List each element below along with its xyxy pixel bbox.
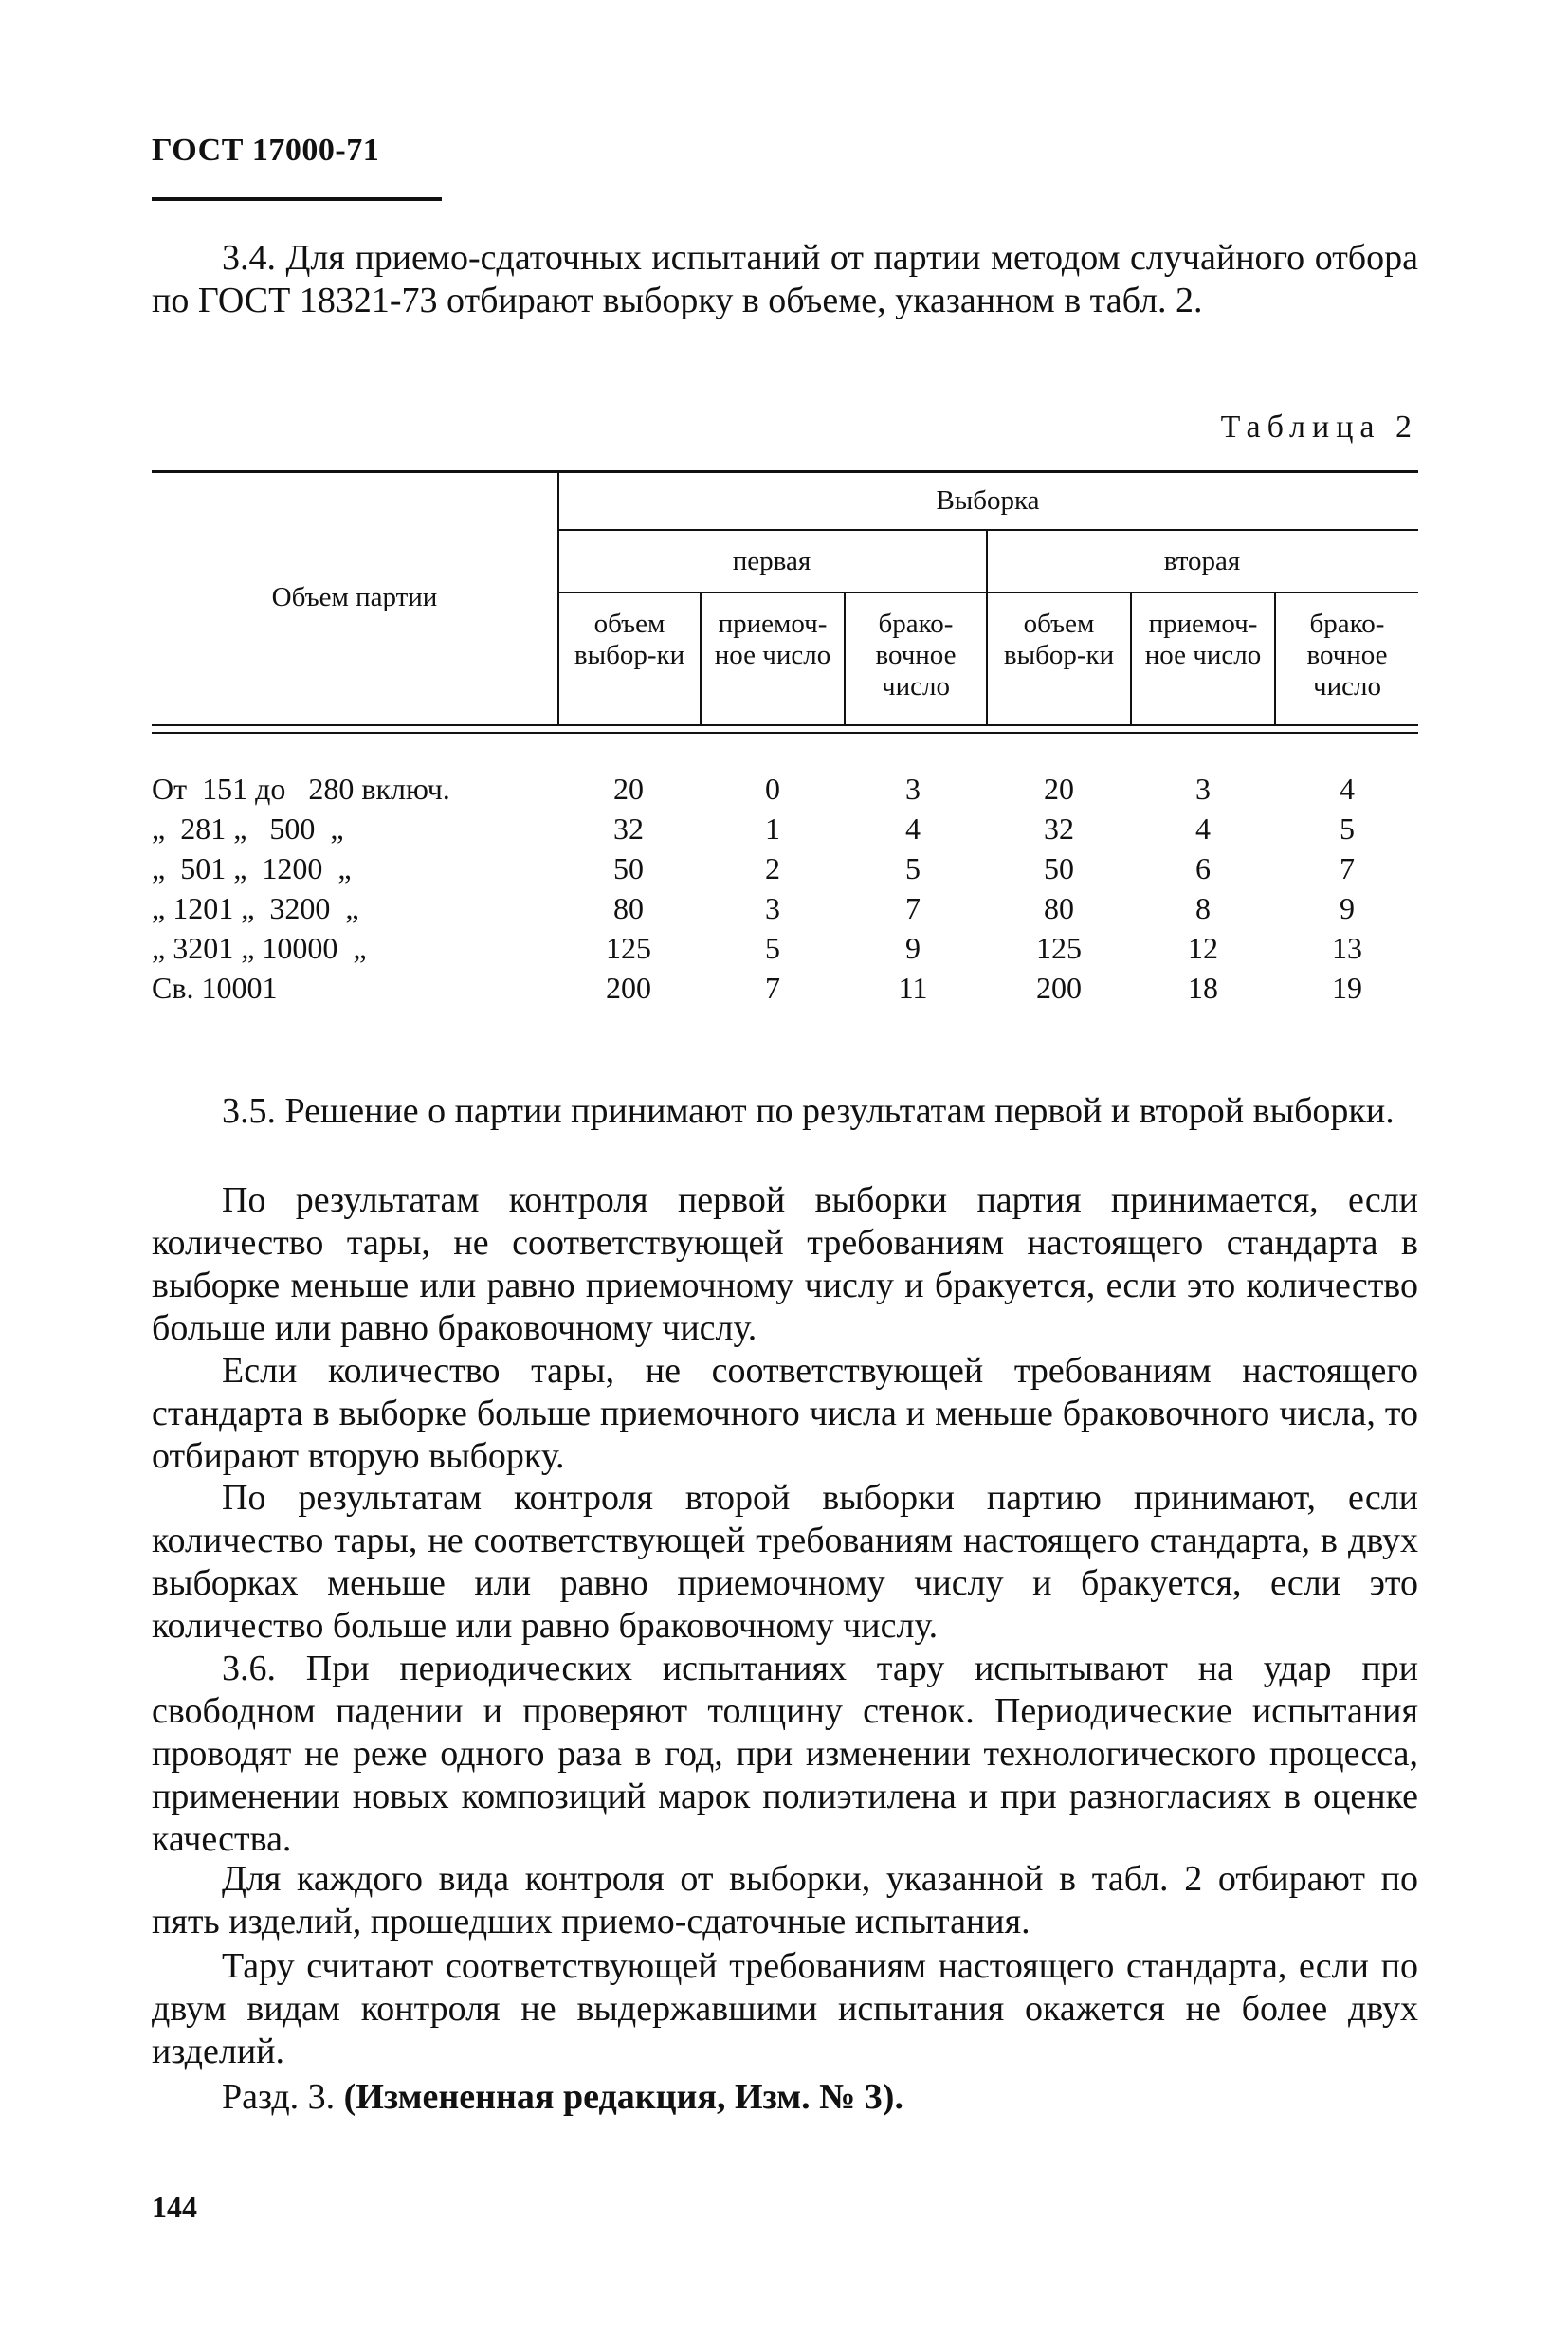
amendment-prefix: Разд. 3. <box>222 2077 344 2117</box>
cell: 18 <box>1188 971 1218 1005</box>
cell: 32 <box>613 811 644 846</box>
section-3-6: 3.6. При периодических испытаниях тару испытывают на удар при свободном падении и проверяют толщину стенок. Периодические испытания проводят не реже одного раза в год, при изменении технологического процесса, применении новых композиций марок полиэтилена и при разногласиях в оценке качества. <box>152 1649 1418 1859</box>
cell: 200 <box>1036 971 1082 1005</box>
col-lot-size: Объем партии <box>271 582 438 612</box>
row-label: „ 501 „ 1200 „ <box>152 851 352 885</box>
cell: 50 <box>613 851 644 885</box>
cell: 3 <box>1195 772 1211 806</box>
row-label: „ 1201 „ 3200 „ <box>152 891 359 925</box>
cell: 13 <box>1332 931 1362 965</box>
cell: 12 <box>1188 931 1218 965</box>
col-sample: Выборка <box>936 485 1040 516</box>
header-rule-subgroups <box>557 592 1418 593</box>
cell: 2 <box>765 851 780 885</box>
page-number: 144 <box>152 2190 197 2224</box>
cell: 20 <box>1044 772 1074 806</box>
cell: 80 <box>1044 891 1074 925</box>
section-3-5: 3.5. Решение о партии принимают по результатам первой и второй выборки. <box>222 1091 1395 1131</box>
table-top-rule <box>152 470 1418 473</box>
cell: 7 <box>765 971 780 1005</box>
row-label: „ 3201 „ 10000 „ <box>152 931 367 965</box>
cell: 80 <box>613 891 644 925</box>
para-each-control: Для каждого вида контроля от выборки, указанной в табл. 2 отбирают по пять изделий, прошедших приемо-сдаточные испытания. <box>152 1859 1418 1941</box>
cell: 9 <box>1340 891 1355 925</box>
cell: 125 <box>1036 931 1082 965</box>
cell: 5 <box>905 851 921 885</box>
amendment-note <box>152 2076 1418 2119</box>
cell: 6 <box>1195 851 1211 885</box>
header-rule <box>152 197 442 201</box>
cell: 19 <box>1332 971 1362 1005</box>
cell: 7 <box>1340 851 1355 885</box>
sub-header-6: брако-вочное число <box>1306 609 1388 702</box>
table-caption: Таблица 2 <box>1220 410 1418 445</box>
amendment-suffix: . <box>894 2077 903 2117</box>
row-label: От 151 до 280 включ. <box>152 772 450 806</box>
table-vline-5 <box>1130 593 1132 724</box>
cell: 4 <box>905 811 921 846</box>
cell: 125 <box>606 931 651 965</box>
table-header-bottom-rule-2 <box>152 732 1418 734</box>
cell: 32 <box>1044 811 1074 846</box>
sub-header-1: объем выбор-ки <box>574 609 685 670</box>
cell: 50 <box>1044 851 1074 885</box>
amendment-bold: (Измененная редакция, Изм. № 3) <box>343 2077 895 2117</box>
cell: 11 <box>898 971 928 1005</box>
para-compliance: Тару считают соответствующей требованиям настоящего стандарта, если по двум видам контроля не выдержавшими испытания окажется не более двух изделий. <box>152 1946 1418 2071</box>
cell: 200 <box>606 971 651 1005</box>
document-header: ГОСТ 17000-71 <box>152 133 380 168</box>
cell: 4 <box>1340 772 1355 806</box>
cell: 3 <box>765 891 780 925</box>
cell: 1 <box>765 811 780 846</box>
cell: 3 <box>905 772 921 806</box>
table-vline-4 <box>844 593 846 724</box>
cell: 5 <box>765 931 780 965</box>
cell: 8 <box>1195 891 1211 925</box>
cell: 20 <box>613 772 644 806</box>
col-second-sample: вторая <box>1163 546 1241 576</box>
para-second-sample: По результатам контроля второй выборки партию принимают, если количество тары, не соответствующей требованиям настоящего стандарта, в двух выборках меньше или равно приемочному числу и бракуется, если это количество больше или равно браковочному числу. <box>152 1478 1418 1646</box>
sub-header-5: приемоч-ное число <box>1144 609 1262 670</box>
cell: 0 <box>765 772 780 806</box>
sub-header-3: брако-вочное число <box>875 609 957 702</box>
cell: 4 <box>1195 811 1211 846</box>
sub-header-4: объем выбор-ки <box>1003 609 1115 670</box>
section-3-4: 3.4. Для приемо-сдаточных испытаний от партии методом случайного отбора по ГОСТ 18321-73 отбирают выборку в объеме, указанном в табл. 2. <box>152 238 1418 320</box>
para-first-sample: По результатам контроля первой выборки партия принимается, если количество тары, не соответствующей требованиям настоящего стандарта в выборке меньше или равно приемочному числу и бракуется, если это количество больше или равно браковочному числу. <box>152 1180 1418 1348</box>
cell: 7 <box>905 891 921 925</box>
table-vline-6 <box>1274 593 1276 724</box>
header-rule-sample <box>557 529 1418 531</box>
row-label: „ 281 „ 500 „ <box>152 811 344 846</box>
row-label: Св. 10001 <box>152 971 278 1005</box>
cell: 5 <box>1340 811 1355 846</box>
col-first-sample: первая <box>732 546 811 576</box>
para-second-sample-trigger: Если количество тары, не соответствующей требованиям настоящего стандарта в выборке больше приемочного числа и меньше браковочного числа, то отбирают вторую выборку. <box>152 1351 1418 1476</box>
table-header-bottom-rule-1 <box>152 724 1418 726</box>
sub-header-2: приемоч-ное число <box>714 609 831 670</box>
table-vline-3 <box>700 593 702 724</box>
cell: 9 <box>905 931 921 965</box>
